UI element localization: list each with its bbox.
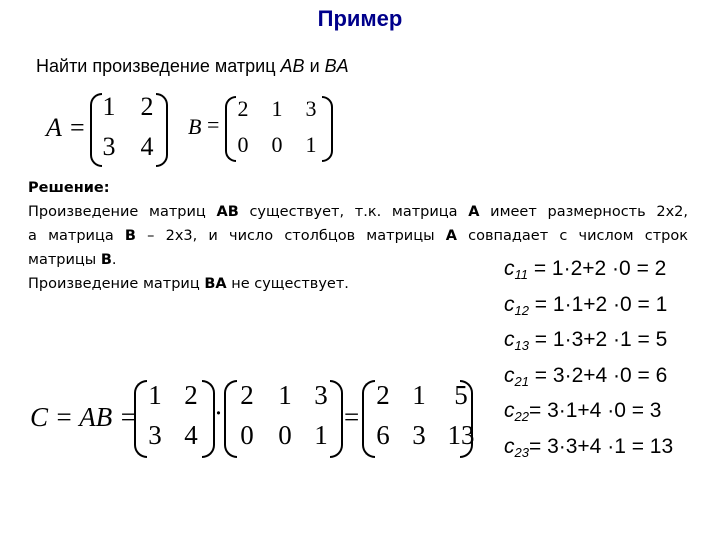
matrix-a-cell: 2 (140, 92, 154, 121)
solution-heading: Решение: (28, 180, 110, 196)
matrix-b-cell: 0 (237, 132, 249, 157)
result-equals: = (344, 402, 360, 432)
matrix-b-label: B (188, 114, 202, 139)
result-a-cell: 1 (148, 380, 162, 410)
result-c-right-paren (460, 380, 473, 458)
matrix-b-cell: 3 (305, 96, 317, 121)
solution-line-4: Произведение матриц BA не существует. (28, 276, 349, 292)
matrix-b-cell: 1 (305, 132, 317, 157)
result-lhs: C = AB = (30, 402, 138, 432)
solution-line-3: матрицы B. (28, 252, 117, 268)
calc-line: $c_{13} = 1\cdot 3+2 \cdot 1 = 5$ (504, 328, 668, 353)
matrix-b-cell: 1 (271, 96, 283, 121)
result-c-cell: 5 (454, 380, 468, 410)
result-c-cell: 2 (376, 380, 390, 410)
matrix-a-cell: 1 (102, 92, 116, 121)
result-c-cell: 6 (376, 420, 390, 450)
matrix-a-cell: 4 (140, 132, 154, 161)
result-a-cell: 3 (148, 420, 162, 450)
matrix-b-equals: = (207, 112, 220, 137)
page-title: Пример (317, 6, 403, 31)
result-a-cell: 2 (184, 380, 198, 410)
task-ab: AB (280, 56, 305, 76)
result-dot: · (214, 398, 223, 428)
result-a-cell: 4 (184, 420, 198, 450)
result-b-right-paren (330, 380, 343, 458)
calc-line: $c_{22}= 3\cdot 1+4 \cdot 0 = 3$ (504, 399, 662, 424)
solution-line-1: Произведение матриц AB существует, т.к. матрица A имеет размерность 2х2, (28, 204, 688, 220)
calc-line: $c_{21} = 3\cdot 2+4 \cdot 0 = 6$ (504, 363, 668, 389)
result-b-cell: 1 (278, 380, 292, 410)
matrix-b-cell: 2 (237, 96, 249, 121)
matrix-b-cell: 0 (271, 132, 283, 157)
calc-line: $c_{23}= 3\cdot 3+4 \cdot 1 = 13$ (504, 434, 674, 460)
result-b-cell: 0 (240, 420, 254, 450)
calc-line: $c_{12} = 1\cdot 1+2 \cdot 0 = 1$ (504, 292, 668, 318)
task-ba: BA (324, 56, 349, 76)
matrix-a-cell: 3 (102, 132, 116, 161)
task-middle: и (304, 56, 325, 76)
result-c-cell: 1 (412, 380, 426, 410)
solution-line-2: а матрица B – 2х3, и число столбцов матрицы A совпадает с числом строк (28, 228, 688, 244)
result-b-cell: 0 (278, 420, 292, 450)
calc-line: $c_{11} = 1\cdot 2+2 \cdot 0 = 2$ (504, 257, 667, 282)
result-b-cell: 3 (314, 380, 328, 410)
task-prefix: Найти произведение матриц (36, 56, 281, 76)
matrix-a-label: A (46, 113, 62, 142)
result-b-cell: 1 (314, 420, 328, 450)
result-c-cell: 13 (447, 420, 475, 450)
result-b-cell: 2 (240, 380, 254, 410)
result-c-cell: 3 (412, 420, 426, 450)
matrix-a-equals: = (70, 113, 85, 142)
